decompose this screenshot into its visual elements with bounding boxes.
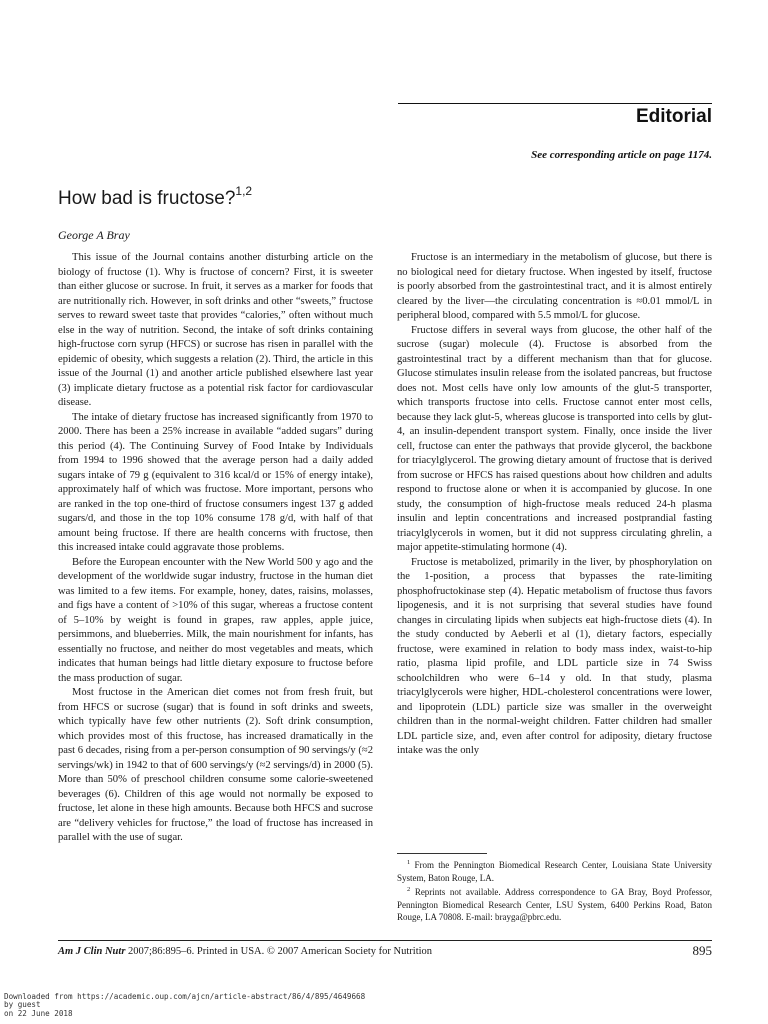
paragraph: Before the European encounter with the New World 500 y ago and the development of the worldwide sugar industry, fructose in the human diet was limited to a few items. For example, honey, dates, raisins, molasses, and figs have a content of >10% of this sugar, whereas a fructose content of 5–10% by weight is found in grapes, raw apples, apple juice, persimmons, and blueberries. Milk, the main nourishment for infants, has essentially no fructose, and neither do most vegetables and meats, which indicates that human beings had little dietary exposure to fructose before the mass production of sugar. bbox=[58, 556, 373, 684]
paragraph: Fructose is metabolized, primarily in the liver, by phosphorylation on the 1-position, a process that bypasses the rate-limiting phosphofructokinase step (4). Hepatic metabolism of fructose thus favors lipogenesis, and it is not surprising that several studies have found changes in circulating lipids when subjects eat high-fructose diets (4). In the study conducted by Aeberli et al (1), dietary factors, especially fructose, were examined in relation to body mass index, waist-to-hip ratio, plasma lipid profile, and LDL particle size in 74 Swiss schoolchildren who were 6–14 y old. In that study, plasma triacylglycerols were higher, HDL-cholesterol concentrations were lower, and lipoprotein (LDL) particle size was smaller in the overweight children than in the normal-weight children. Fatter children had smaller LDL particle size, and, even after control for adiposity, dietary fructose intake was the only bbox=[397, 556, 712, 756]
download-line: Downloaded from https://academic.oup.com/ajcn/article-abstract/86/4/895/4649668 bbox=[4, 992, 366, 1001]
footnote-text: From the Pennington Biomedical Research Center, Louisiana State University System, Baton Rouge, LA. bbox=[397, 860, 712, 883]
see-also-note: See corresponding article on page 1174. bbox=[531, 149, 712, 161]
page-footer bbox=[58, 940, 712, 959]
footnote-number: 1 bbox=[407, 859, 411, 866]
footnote bbox=[397, 857, 712, 884]
left-column bbox=[58, 251, 373, 846]
footnotes bbox=[397, 853, 712, 924]
footnote bbox=[397, 884, 712, 924]
paragraph: Most fructose in the American diet comes not from fresh fruit, but from HFCS or sucrose (sugar) that is found in soft drinks and sweets, which typically have few other nutrients (2). Soft drink consumption, which provides most of this fructose, has increased dramatically in the past 6 decades, rising from a per-person consumption of 90 servings/y (≈2 servings/wk) in 1942 to that of 600 servings/y (≈2 servings/d) in 2000 (5). More than 50% of preschool children consume some calorie-sweetened beverages (6). Children of this age would not normally be exposed to fructose, let alone in these high amounts. Because both HFCS and sucrose are “delivery vehicles for fructose,” the load of fructose has increased in parallel with the use of sugar. bbox=[58, 687, 373, 843]
right-column bbox=[397, 251, 712, 759]
footnote-text: Reprints not available. Address correspondence to GA Bray, Boyd Professor, Pennington Biomedical Research Center, LSU System, 6400 Perkins Road, Baton Rouge, LA 70808. E-mail: brayga@pbrc.edu. bbox=[397, 887, 713, 922]
journal-name: Am J Clin Nutr bbox=[58, 945, 126, 957]
download-line: on 22 June 2018 bbox=[4, 1008, 73, 1018]
page-number: 895 bbox=[692, 943, 712, 958]
citation-line bbox=[58, 946, 432, 957]
paragraph: This issue of the Journal contains another disturbing article on the biology of fructose (1). Why is fructose of concern? First, it is sweeter than either glucose or sucrose. In fruit, it serves as a marker for foods that are nutritionally rich. However, in soft drinks and other “sweets,” fructose serves to reward sweet taste that provides “calories,” often without much else in the way of nutrition. Second, the intake of soft drinks containing high-fructose corn syrup (HFCS) or sucrose has risen in parallel with the epidemic of obesity, which suggests a relation (2). Third, the article in this issue of the Journal (1) and another article published elsewhere last year (3) implicate dietary fructose as a potential risk factor for cardiovascular disease. bbox=[58, 252, 373, 408]
article-title bbox=[58, 184, 253, 210]
paragraph: Fructose differs in several ways from glucose, the other half of the sucrose (sugar) molecule (4). Fructose is absorbed from the gastrointestinal tract by a different mechanism than that for glucose. Glucose stimulates insulin release from the isolated pancreas, but fructose does not. Most cells have only low amounts of the glut-5 transporter, which transports fructose into cells. Fructose cannot enter most cells, because they lack glut-5, whereas glucose is transported into cells by glut-4, an insulin-dependent transport system. Finally, once inside the liver cell, fructose can enter the pathways that provide glycerol, the backbone for triacylglycerol. The growing dietary amount of fructose that is derived from sucrose or HFCS has raised questions about how children and adults respond to fructose alone or when it is accompanied by glucose. In one study, the consumption of high-fructose meals reduced 24-h plasma insulin and leptin concentrations and increased postprandial fasting triacylglycerols in women, but it did not suppress circulating ghrelin, a major appetite-stimulating hormone (4). bbox=[397, 324, 712, 553]
footnote-rule bbox=[397, 853, 487, 854]
citation-text: 2007;86:895–6. Printed in USA. © 2007 American Society for Nutrition bbox=[128, 945, 433, 957]
paragraph: Fructose is an intermediary in the metabolism of glucose, but there is no biological need for dietary fructose. When ingested by itself, fructose is poorly absorbed from the gastrointestinal tract, and it is almost entirely cleared by the liver—the circulating concentration is ≈0.01 mmol/L in peripheral blood, compared with 5.5 mmol/L for glucose. bbox=[397, 252, 712, 321]
author-name: George A Bray bbox=[58, 228, 130, 242]
title-footnote-refs: 1,2 bbox=[235, 184, 253, 198]
article-title-text: How bad is fructose? bbox=[58, 188, 236, 209]
download-stamp bbox=[4, 993, 365, 1018]
download-line: by guest bbox=[4, 1000, 41, 1010]
footnote-number: 2 bbox=[407, 886, 411, 893]
section-rule bbox=[398, 103, 712, 104]
section-label: Editorial bbox=[635, 106, 712, 127]
paragraph: The intake of dietary fructose has increased significantly from 1970 to 2000. There has been a 25% increase in available “added sugars” during this period (4). The Continuing Survey of Food Intake by Individuals from 1994 to 1996 showed that the average person had a daily added sugars intake of 79 g (equivalent to 316 kcal/d or 15% of energy intake), approximately half of which was fructose. More important, persons who are ranked in the top one-third of fructose consumers ingest 137 g added sugars/d, and those in the top 10% consume 178 g/d, with half of that amount being fructose. If there are health concerns with fructose, then this increased intake could aggravate those problems. bbox=[58, 411, 373, 553]
